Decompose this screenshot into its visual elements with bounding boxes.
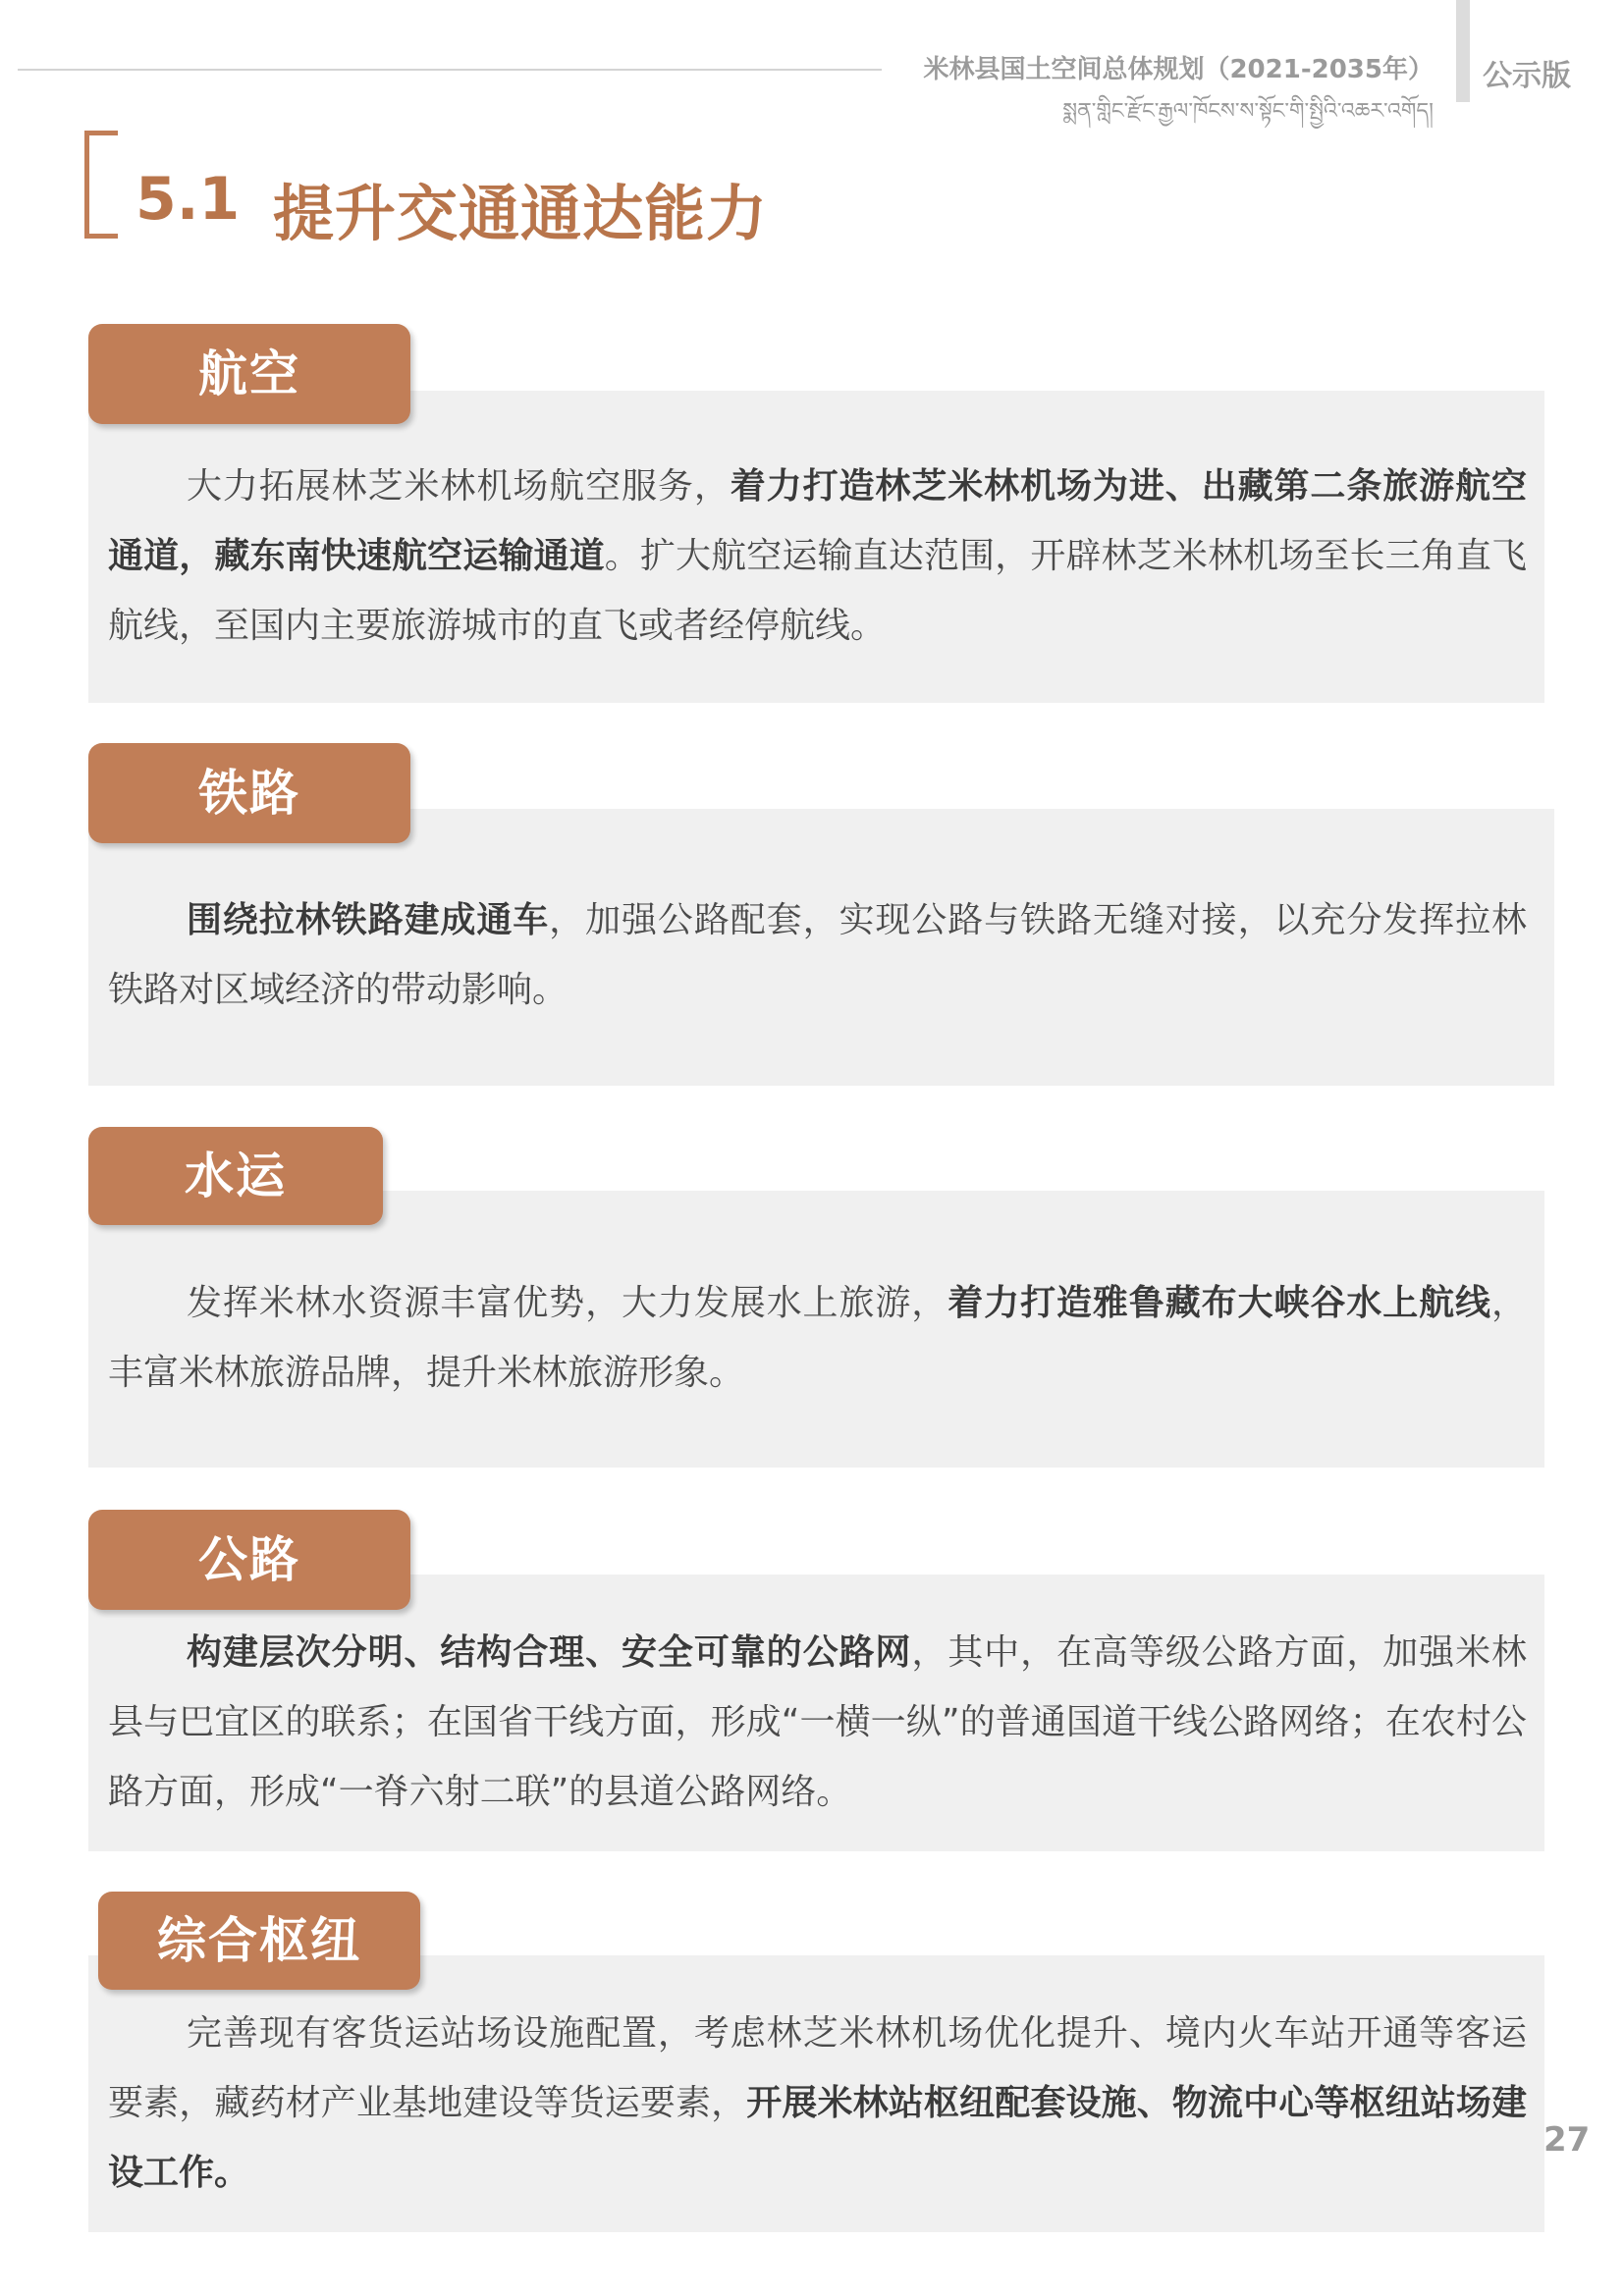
hub-text-1: 完善现有客货运站场设施配置，考虑林芝米林机场优化提升、境内火车站开通等客运要素，藏药材产业基地建设等货运要素， [108, 2013, 1527, 2123]
header-accent-bar [1456, 0, 1470, 102]
railway-tag: 铁路 [88, 743, 410, 843]
aviation-tag: 航空 [88, 324, 410, 424]
waterway-paragraph [108, 1268, 1527, 1408]
document-title: 米林县国土空间总体规划（2021-2035年） [923, 55, 1434, 84]
waterway-text-1: 发挥米林水资源丰富优势，大力发展水上旅游， [187, 1283, 948, 1323]
aviation-text-3: 。扩大航空运输直达范围，开辟林芝米林机场至长三角直飞航线，至国内主要旅游城市的直飞或者经停航线。 [108, 536, 1527, 646]
railway-text-1-bold: 围绕拉林铁路建成通车 [187, 900, 550, 940]
highway-text-1-bold: 构建层次分明、结构合理、安全可靠的公路网 [187, 1632, 912, 1673]
hub-text-2-bold: 开展米林站枢纽配套设施、物流中心等枢纽站场建设工作。 [108, 2083, 1527, 2193]
aviation-text-1: 大力拓展林芝米林机场航空服务， [187, 466, 731, 507]
edition-label: 公示版 [1483, 59, 1571, 93]
railway-paragraph [108, 885, 1527, 1025]
railway-text-2: ，加强公路配套，实现公路与铁路无缝对接，以充分发挥拉林铁路对区域经济的带动影响。 [108, 900, 1527, 1010]
aviation-text-2-bold: 着力打造林芝米林机场为进、出藏第二条旅游航空通道，藏东南快速航空运输通道 [108, 466, 1527, 576]
page-number: 27 [1543, 2120, 1591, 2160]
highway-paragraph [108, 1618, 1527, 1827]
section-title-bracket [84, 131, 118, 239]
section-number: 5.1 [135, 165, 241, 234]
waterway-text-3: ，丰富米林旅游品牌，提升米林旅游形象。 [108, 1283, 1527, 1393]
document-title-tibetan: སྨན་གླིང་རྫོང་རྒྱལ་ཁོངས་ས་སྟོང་གི་སྤྱིའི་འཆར་འགོད། [1062, 99, 1434, 124]
section-title: 提升交通通达能力 [273, 178, 769, 249]
highway-text-2: ，其中，在高等级公路方面，加强米林县与巴宜区的联系；在国省干线方面，形成“一横一纵”的普通国道干线公路网络；在农村公路方面，形成“一脊六射二联”的县道公路网络。 [108, 1632, 1527, 1812]
waterway-text-2-bold: 着力打造雅鲁藏布大峡谷水上航线 [947, 1283, 1491, 1323]
waterway-tag: 水运 [88, 1127, 383, 1225]
aviation-paragraph [108, 452, 1527, 661]
highway-tag: 公路 [88, 1510, 410, 1610]
hub-paragraph [108, 1999, 1527, 2208]
hub-tag: 综合枢纽 [98, 1892, 420, 1990]
header-divider [18, 69, 882, 71]
